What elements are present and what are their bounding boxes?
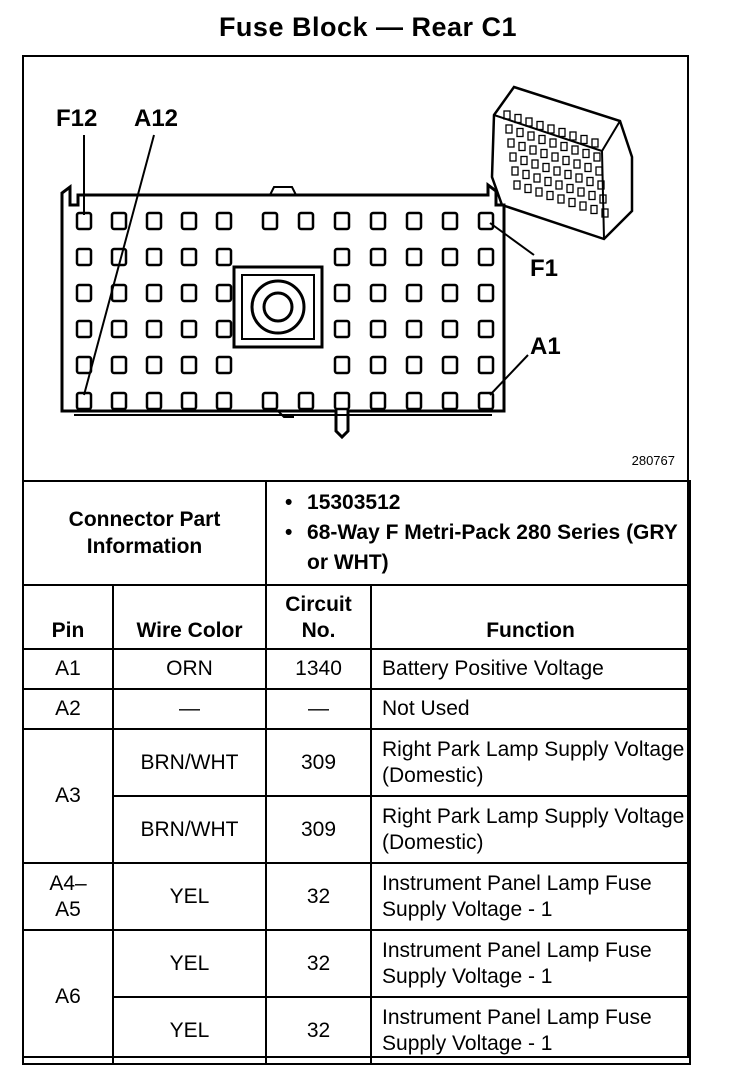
iso-pin-hole xyxy=(592,139,598,147)
pin-cavity xyxy=(335,393,349,409)
pin-cavity xyxy=(217,357,231,373)
circuit-cell: 32 xyxy=(266,997,371,1064)
pin-cavity xyxy=(217,285,231,301)
pin-cavity xyxy=(371,285,385,301)
pin-cavity xyxy=(77,213,91,229)
iso-pin-hole xyxy=(594,153,600,161)
table-row xyxy=(23,649,690,689)
center-bolt-inner xyxy=(264,293,292,321)
iso-pin-hole xyxy=(583,150,589,158)
page-title: Fuse Block — Rear C1 xyxy=(218,12,518,42)
pin-table xyxy=(22,480,691,1065)
function-cell: Instrument Panel Lamp Fuse Supply Voltage - 1 xyxy=(371,930,690,997)
iso-pin-hole xyxy=(506,125,512,133)
pin-cavity xyxy=(335,213,349,229)
function-cell: Instrument Panel Lamp Fuse Supply Voltage - 1 xyxy=(371,997,690,1064)
iso-pin-hole xyxy=(556,181,562,189)
iso-pin-hole xyxy=(510,153,516,161)
pin-cavity xyxy=(407,321,421,337)
pin-cavity xyxy=(443,285,457,301)
table-row xyxy=(23,729,690,796)
connector-info-label: Connector Part Information xyxy=(23,481,266,585)
center-mount-outer xyxy=(234,267,322,347)
iso-pin-hole xyxy=(550,139,556,147)
center-bolt-outer xyxy=(252,281,304,333)
iso-pin-hole xyxy=(587,178,593,186)
iso-pin-hole xyxy=(541,150,547,158)
callout-line-f1 xyxy=(490,223,534,255)
circuit-cell: 32 xyxy=(266,930,371,997)
circuit-cell: 1340 xyxy=(266,649,371,689)
connector-info-item: • 68-Way F Metri-Pack 280 Series (GRY or WHT) xyxy=(285,521,678,574)
pin-cavity xyxy=(479,321,493,337)
iso-pin-hole xyxy=(578,188,584,196)
pin-cavity xyxy=(335,357,349,373)
iso-pin-hole xyxy=(569,199,575,207)
header-wire-color: Wire Color xyxy=(113,585,266,649)
pin-cavity xyxy=(77,393,91,409)
iso-pin-hole xyxy=(545,178,551,186)
pin-cavity xyxy=(112,393,126,409)
iso-pin-hole xyxy=(558,195,564,203)
iso-pin-hole xyxy=(574,160,580,168)
iso-pin-hole xyxy=(517,129,523,137)
pin-cavity xyxy=(112,285,126,301)
pin-cavity xyxy=(479,249,493,265)
wire-color-cell: YEL xyxy=(113,930,266,997)
iso-pin-hole xyxy=(532,160,538,168)
label-f1: F1 xyxy=(530,255,559,282)
wire-color-cell: — xyxy=(113,689,266,729)
pin-cavity xyxy=(335,321,349,337)
label-f12: F12 xyxy=(56,105,98,132)
iso-pin-hole xyxy=(554,167,560,175)
pin-cavity xyxy=(371,321,385,337)
pin-cavity xyxy=(479,213,493,229)
pin-cavity xyxy=(182,249,196,265)
pin-cavity xyxy=(407,285,421,301)
connector-info-item: • 15303512 xyxy=(285,491,401,514)
wire-color-cell: BRN/WHT xyxy=(113,796,266,863)
table-header-row xyxy=(23,585,690,649)
iso-pin-hole xyxy=(534,174,540,182)
pin-cavity xyxy=(217,213,231,229)
iso-pin-hole xyxy=(521,157,527,165)
pin-cell: A6 xyxy=(23,930,113,1064)
pin-cavity xyxy=(112,213,126,229)
pin-cavity xyxy=(77,357,91,373)
pin-cavity xyxy=(182,213,196,229)
pin-cavity xyxy=(407,393,421,409)
iso-pin-hole xyxy=(512,167,518,175)
iso-pin-hole xyxy=(539,136,545,144)
function-cell: Not Used xyxy=(371,689,690,729)
pin-cavity xyxy=(263,213,277,229)
pin-cavity xyxy=(217,321,231,337)
connector-isometric-view xyxy=(492,87,632,239)
figure-id: 280767 xyxy=(631,453,675,468)
isometric-pin-holes xyxy=(504,111,608,217)
pin-cavity xyxy=(182,393,196,409)
pin-cavity xyxy=(371,213,385,229)
pin-cavity xyxy=(217,249,231,265)
circuit-cell: 32 xyxy=(266,863,371,930)
pin-cavity xyxy=(335,249,349,265)
pin-cavity xyxy=(147,321,161,337)
pin-cavity xyxy=(77,321,91,337)
pin-cavity xyxy=(77,285,91,301)
pin-cell: A3 xyxy=(23,729,113,863)
iso-pin-hole xyxy=(537,122,543,130)
pin-cavity xyxy=(217,393,231,409)
iso-pin-hole xyxy=(514,181,520,189)
pin-cavity xyxy=(407,249,421,265)
iso-pin-hole xyxy=(581,136,587,144)
wire-color-cell: ORN xyxy=(113,649,266,689)
iso-pin-hole xyxy=(565,171,571,179)
pin-cavity xyxy=(112,321,126,337)
pin-cavity xyxy=(77,249,91,265)
iso-pin-hole xyxy=(543,164,549,172)
pin-cavity xyxy=(147,393,161,409)
circuit-cell: — xyxy=(266,689,371,729)
connector-figure xyxy=(22,55,689,481)
table-row xyxy=(23,930,690,997)
label-a12: A12 xyxy=(134,105,179,132)
wire-color-cell: YEL xyxy=(113,997,266,1064)
connector-info-details xyxy=(266,481,690,585)
wire-color-cell: BRN/WHT xyxy=(113,729,266,796)
iso-pin-hole xyxy=(567,185,573,193)
iso-pin-hole xyxy=(572,146,578,154)
callout-line-a1 xyxy=(490,355,528,395)
pin-cavity xyxy=(182,321,196,337)
iso-pin-hole xyxy=(508,139,514,147)
pin-cavity xyxy=(335,285,349,301)
wire-color-cell: YEL xyxy=(113,863,266,930)
pin-cavity xyxy=(147,249,161,265)
connector-drawing xyxy=(22,55,689,481)
iso-pin-hole xyxy=(530,146,536,154)
pin-cavity xyxy=(182,285,196,301)
pin-cavity xyxy=(407,357,421,373)
pin-cavity xyxy=(443,321,457,337)
connector-body-outline xyxy=(62,185,504,437)
pin-cavity xyxy=(371,249,385,265)
iso-pin-hole xyxy=(547,192,553,200)
circuit-cell: 309 xyxy=(266,729,371,796)
label-a1: A1 xyxy=(530,333,561,360)
iso-pin-hole xyxy=(559,129,565,137)
iso-pin-hole xyxy=(591,206,597,214)
iso-pin-hole xyxy=(525,185,531,193)
iso-pin-hole xyxy=(561,143,567,151)
pin-cavity xyxy=(407,213,421,229)
pin-cavity xyxy=(443,213,457,229)
pin-cavity xyxy=(112,357,126,373)
iso-pin-hole xyxy=(526,118,532,126)
iso-pin-hole xyxy=(576,174,582,182)
iso-pin-hole xyxy=(528,132,534,140)
pin-cavity xyxy=(147,285,161,301)
pin-cell: A1 xyxy=(23,649,113,689)
pin-cavity xyxy=(371,393,385,409)
header-pin: Pin xyxy=(23,585,113,649)
iso-pin-hole xyxy=(523,171,529,179)
pin-cavity xyxy=(443,393,457,409)
table-row xyxy=(23,796,690,863)
iso-pin-hole xyxy=(580,202,586,210)
pin-cell: A2 xyxy=(23,689,113,729)
header-function: Function xyxy=(371,585,690,649)
function-cell: Battery Positive Voltage xyxy=(371,649,690,689)
connector-info-row xyxy=(23,481,690,585)
iso-pin-hole xyxy=(589,192,595,200)
iso-pin-hole xyxy=(552,153,558,161)
iso-pin-hole xyxy=(548,125,554,133)
iso-pin-hole xyxy=(563,157,569,165)
function-cell: Right Park Lamp Supply Voltage (Domestic) xyxy=(371,796,690,863)
function-cell: Right Park Lamp Supply Voltage (Domestic) xyxy=(371,729,690,796)
pin-cavity xyxy=(263,393,277,409)
pin-cavity xyxy=(299,393,313,409)
table-row xyxy=(23,997,690,1064)
iso-pin-hole xyxy=(596,167,602,175)
header-circuit-no: Circuit No. xyxy=(266,585,371,649)
pin-cavity-grid xyxy=(77,213,493,409)
pin-cavity xyxy=(479,285,493,301)
pin-cavity xyxy=(147,213,161,229)
function-cell: Instrument Panel Lamp Fuse Supply Voltage - 1 xyxy=(371,863,690,930)
circuit-cell: 309 xyxy=(266,796,371,863)
pin-cavity xyxy=(443,357,457,373)
table-row xyxy=(23,689,690,729)
iso-pin-hole xyxy=(519,143,525,151)
pin-cavity xyxy=(371,357,385,373)
pin-cavity xyxy=(147,357,161,373)
iso-pin-hole xyxy=(585,164,591,172)
pin-cavity xyxy=(299,213,313,229)
pin-cavity xyxy=(182,357,196,373)
pin-cavity xyxy=(479,357,493,373)
pin-cavity xyxy=(443,249,457,265)
table-row xyxy=(23,863,690,930)
pin-cell: A4–A5 xyxy=(23,863,113,930)
iso-pin-hole xyxy=(536,188,542,196)
iso-pin-hole xyxy=(570,132,576,140)
